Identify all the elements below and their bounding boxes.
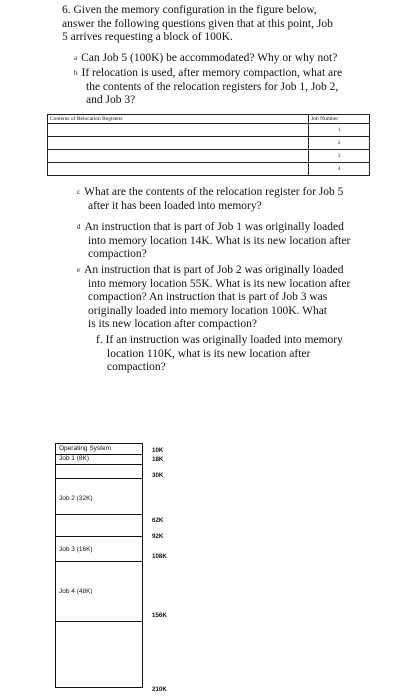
table-header-contents: Contents of Relocation Registers: [48, 115, 309, 124]
question-part-f: [96, 334, 366, 375]
table-header-row: [48, 115, 370, 124]
part-b-line: the contents of the relocation registers for Job 1, Job 2,: [86, 80, 339, 93]
part-marker: a: [74, 54, 78, 62]
question-part-a: [74, 52, 374, 66]
question-6-line: 5 arrives requesting a block of 100K.: [62, 31, 233, 44]
part-e-line: An instruction that is part of Job 2 was originally loaded: [84, 264, 344, 276]
segment-label-job3: Job 3 (16K): [59, 546, 93, 553]
part-a-text: Can Job 5 (100K) be accommodated? Why or why not?: [81, 52, 338, 64]
segment-label-job2: Job 2 (32K): [59, 495, 93, 502]
part-e-line: compaction? An instruction that is part of Job 3 was: [88, 291, 328, 304]
part-e-line: into memory location 55K. What is its new location after: [88, 277, 351, 290]
table-row: [48, 137, 370, 150]
question-part-d: [77, 221, 367, 262]
register-contents-cell[interactable]: [48, 150, 309, 163]
job-number-cell: 4: [309, 163, 370, 176]
part-b-line: and Job 3?: [86, 94, 136, 107]
part-e-line: is its new location after compaction?: [88, 318, 257, 331]
part-marker: c: [77, 188, 81, 196]
question-part-c: [77, 186, 367, 213]
part-c-line: What are the contents of the relocation register for Job 5: [84, 186, 344, 198]
part-b-line: If relocation is used, after memory compaction, what are: [81, 67, 343, 79]
part-f-line: f. If an instruction was originally loaded into memory: [96, 334, 343, 346]
table-row: [48, 150, 370, 163]
question-6: [62, 4, 362, 45]
address-label: 92K: [152, 533, 164, 540]
segment-boundary: [56, 621, 142, 622]
address-label: 30K: [152, 472, 164, 479]
question-part-e: [77, 264, 367, 332]
address-label: 10K: [152, 447, 164, 454]
part-d-line: compaction?: [88, 248, 147, 261]
table-header-job-number: Job Number: [309, 115, 370, 124]
part-c-line: after it has been loaded into memory?: [88, 199, 262, 212]
part-f-line: compaction?: [107, 361, 166, 374]
segment-label-os: Operating System: [59, 445, 112, 452]
register-contents-cell[interactable]: [48, 137, 309, 150]
segment-boundary: [56, 464, 142, 465]
segment-boundary: [56, 478, 142, 479]
part-d-line: An instruction that is part of Job 1 was originally loaded: [84, 221, 344, 233]
job-number-cell: 3: [309, 150, 370, 163]
table-row: [48, 163, 370, 176]
address-label: 18K: [152, 456, 164, 463]
question-part-b: [74, 67, 374, 108]
job-number-cell: 2: [309, 137, 370, 150]
segment-label-job4: Job 4 (48K): [59, 588, 93, 595]
segment-boundary: [56, 536, 142, 537]
segment-label-job1: Job 1 (8K): [59, 455, 89, 462]
part-marker: e: [77, 266, 81, 274]
question-6-line: 6. Given the memory configuration in the figure below,: [62, 4, 317, 16]
part-d-line: into memory location 14K. What is its new location after: [88, 234, 351, 247]
job-number-cell: 1: [309, 124, 370, 137]
part-marker: d: [77, 223, 81, 231]
segment-boundary: [56, 561, 142, 562]
memory-map: [55, 443, 143, 688]
part-e-line: originally loaded into memory location 100K. What: [88, 304, 328, 317]
address-label: 108K: [152, 553, 167, 560]
part-marker: b: [74, 69, 78, 77]
question-6-line: answer the following questions given that at this point, Job: [62, 17, 333, 30]
address-label: 62K: [152, 517, 164, 524]
part-f-line: location 110K, what is its new location after: [107, 347, 311, 360]
address-label: 210K: [152, 686, 167, 693]
segment-boundary: [56, 514, 142, 515]
table-row: [48, 124, 370, 137]
register-contents-cell[interactable]: [48, 124, 309, 137]
relocation-register-table: [47, 114, 370, 176]
register-contents-cell[interactable]: [48, 163, 309, 176]
address-label: 156K: [152, 612, 167, 619]
